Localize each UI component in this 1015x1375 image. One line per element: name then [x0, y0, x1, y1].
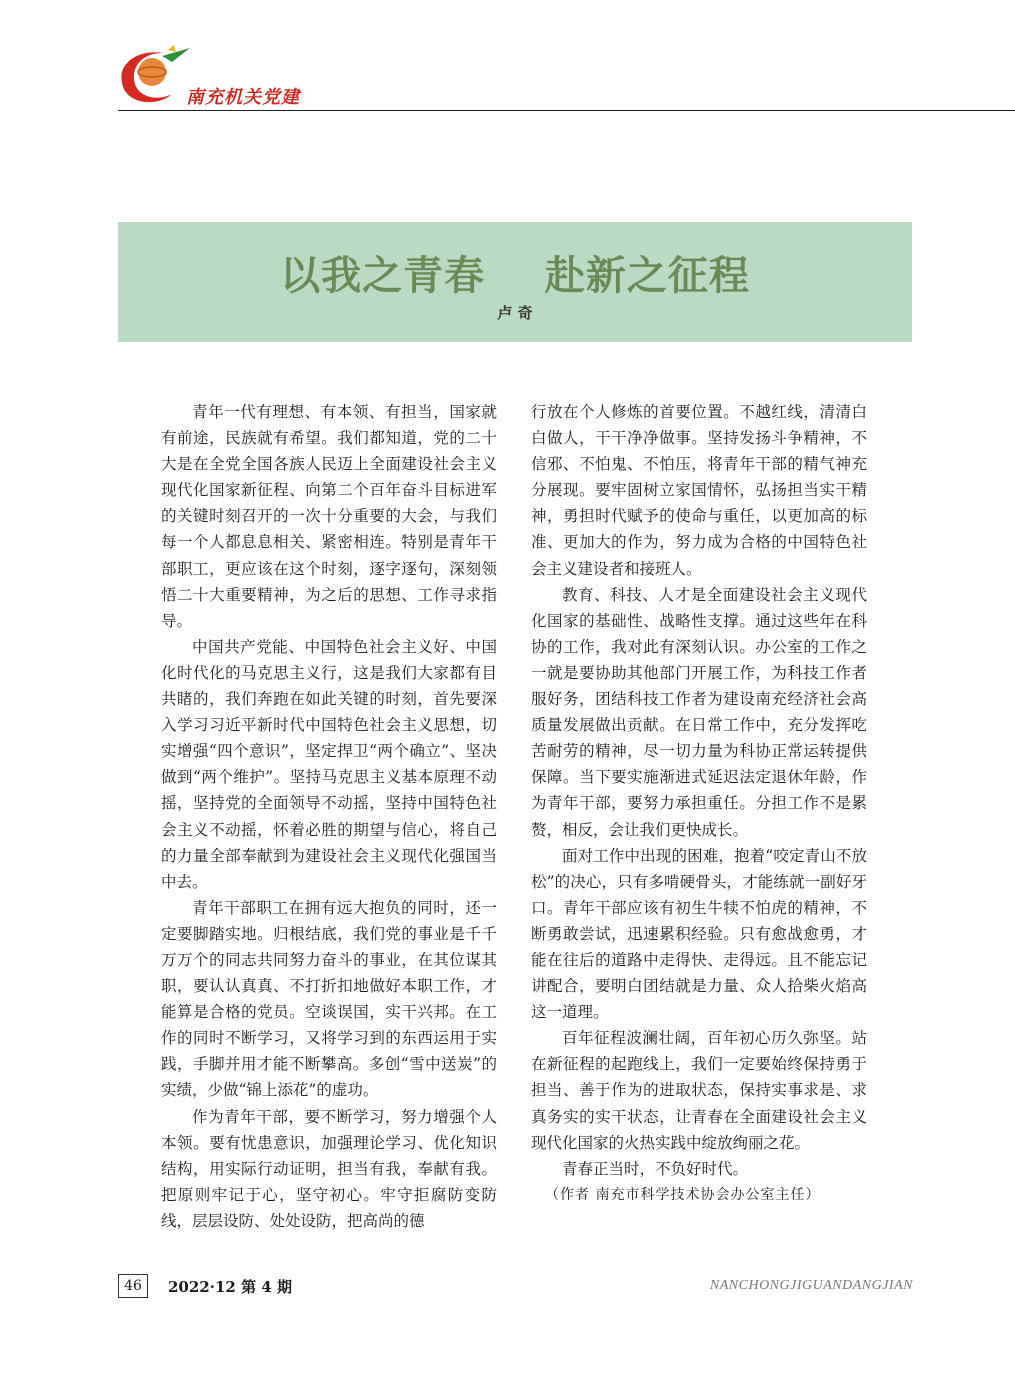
paragraph-continuation: 行放在个人修炼的首要位置。不越红线，清清白白做人，干干净净做事。坚持发扬斗争精神，不信邪、不怕鬼、不怕压，将青年干部的精气神充分展现。要牢固树立家国情怀，弘扬担当实干精神，勇担时代赋予的使命与重任，以更加高的标准、更加大的作为，努力成为合格的中国特色社会主义建设者和接班人。 [531, 403, 867, 578]
article-title: 以我之青春 赴新之征程 [280, 252, 750, 299]
paragraph: 青年干部职工在拥有远大抱负的同时，还一定要脚踏实地。归根结底，我们党的事业是千千万万个的同志共同努力奋斗的事业，在其位谋其职，要认认真真、不打折扣地做好本职工作，才能算是合格的党员。空谈误国，实干兴邦。在工作的同时不断学习，又将学习到的东西运用于实践，手脚并用才能不断攀高。多创“雪中送炭”的实绩，少做“锦上添花”的虚功。 [161, 898, 497, 1100]
right-column [531, 399, 867, 1208]
paragraph: 面对工作中出现的困难，抱着“咬定青山不放松”的决心，只有多啃硬骨头，才能练就一副好牙口。青年干部应该有初生牛犊不怕虎的精神，不断勇敢尝试，迅速累积经验。只有愈战愈勇，才能在往后的道路中走得快、走得远。且不能忘记讲配合，要明白团结就是力量、众人拾柴火焰高这一道理。 [531, 846, 867, 1022]
issue-label: 2022·12 第 4 期 [168, 1278, 292, 1296]
paragraph: 教育、科技、人才是全面建设社会主义现代化国家的基础性、战略性支撑。通过这些年在科协的工作，我对此有深刻认识。办公室的工作之一就是要协助其他部门开展工作，为科技工作者服好务，团结科技工作者为建设南充经济社会高质量发展做出贡献。在日常工作中，充分发挥吃苦耐劳的精神，尽一切力量为科协正常运转提供保障。当下要实施渐进式延迟法定退休年龄，作为青年干部，要努力承担重任。分担工作不是累赘，相反，会让我们更快成长。 [531, 585, 867, 839]
header-title: 南充机关党建 [186, 87, 300, 108]
paragraph: 中国共产党能、中国特色社会主义好、中国化时代化的马克思主义行，这是我们大家都有目共睹的，我们奔跑在如此关键的时刻，首先要深入学习习近平新时代中国特色社会主义思想，切实增强“四个意识”，坚定捍卫“两个确立”、坚决做到“两个维护”。坚持马克思主义基本原理不动摇，坚持党的全面领导不动摇，坚持中国特色社会主义不动摇，怀着必胜的期望与信心，将自己的力量全部奉献到为建设社会主义现代化强国当中去。 [161, 637, 497, 891]
paragraph: 作为青年干部，要不断学习，努力增强个人本领。要有忧患意识，加强理论学习、优化知识结构，用实际行动证明，担当有我，奉献有我。把原则牢记于心，坚守初心。牢守拒腐防变防线，层层设防、处处设防，把高尚的德 [161, 1107, 497, 1230]
article-author: 卢 奇 [497, 304, 533, 322]
paragraph: 青春正当时，不负好时代。 [562, 1159, 749, 1178]
title-band [118, 222, 912, 342]
paragraph: 青年一代有理想、有本领、有担当，国家就有前途，民族就有希望。我们都知道，党的二十大是在全党全国各族人民迈上全面建设社会主义现代化国家新征程、向第二个百年奋斗目标进军的关键时刻召开的一次十分重要的大会，与我们每一个人都息息相关、紧密相连。特别是青年干部职工，更应该在这个时刻，逐字逐句，深刻领悟二十大重要精神，为之后的思想、工作寻求指导。 [161, 403, 497, 630]
paragraph: 百年征程波澜壮阔，百年初心历久弥坚。站在新征程的起跑线上，我们一定要始终保持勇于担当、善于作为的进取状态，保持实事求是、求真务实的实干状态，让青春在全面建设社会主义现代化国家的火热实践中绽放绚丽之花。 [531, 1029, 867, 1152]
magazine-name: NANCHONGJIGUANDANGJIAN [709, 1278, 913, 1293]
header-divider [118, 110, 1015, 111]
magazine-logo [112, 42, 192, 112]
page-number: 46 [118, 1274, 148, 1298]
author-byline: （作者 南充市科学技术协会办公室主任） [545, 1186, 821, 1203]
left-column [161, 399, 497, 1234]
